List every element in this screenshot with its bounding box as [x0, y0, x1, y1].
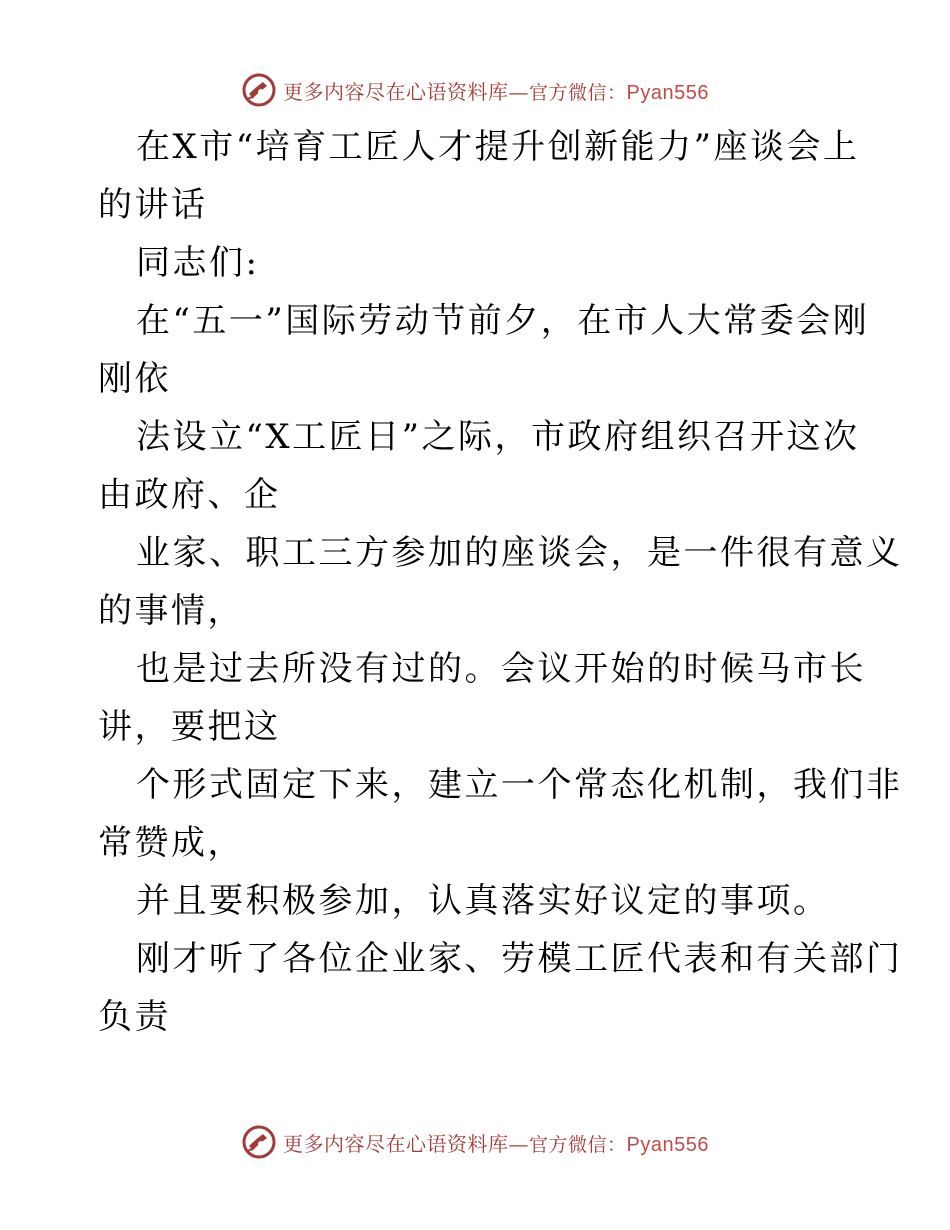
- watermark-text: [283, 76, 709, 105]
- text-line: 常赞成，: [98, 823, 244, 863]
- text-line: 业家、职工三方参加的座谈会，是一件很有意义: [136, 533, 903, 573]
- text-line: 同志们:: [136, 243, 260, 283]
- text-line: 由政府、企: [98, 475, 281, 515]
- wechat-label: 官方微信：: [529, 1133, 627, 1156]
- site-name: 更多内容尽在心语资料库: [283, 79, 509, 104]
- site-name: 更多内容尽在心语资料库: [283, 1131, 509, 1156]
- text-line: 也是过去所没有过的。会议开始的时候马市长: [136, 649, 866, 689]
- text-line: 讲，要把这: [98, 707, 281, 747]
- wechat-id: Pyan556: [626, 1133, 709, 1156]
- text-line: 在X市“培育工匠人才提升创新能力”座谈会上: [136, 127, 860, 167]
- pen-circle-logo-icon: [241, 1124, 277, 1160]
- text-line: 法设立“X工匠日”之际，市政府组织召开这次: [136, 417, 860, 457]
- watermark-text: [283, 1128, 709, 1157]
- separator-dash: —: [508, 1131, 529, 1156]
- text-line: 的事情，: [98, 591, 244, 631]
- text-line: 在“五一”国际劳动节前夕，在市人大常委会刚: [136, 301, 870, 341]
- wechat-id: Pyan556: [626, 81, 709, 104]
- header-watermark-banner: [0, 70, 950, 110]
- pen-circle-logo-icon: [241, 72, 277, 108]
- text-line: 并且要积极参加，认真落实好议定的事项。: [136, 881, 830, 921]
- text-line: 负责: [98, 997, 171, 1037]
- wechat-label: 官方微信：: [529, 81, 627, 104]
- text-line: 刚依: [98, 359, 171, 399]
- separator-dash: —: [508, 79, 529, 104]
- document-body: [98, 118, 903, 1046]
- text-line: 刚才听了各位企业家、劳模工匠代表和有关部门: [136, 939, 903, 979]
- text-line: 的讲话: [98, 185, 208, 225]
- text-line: 个形式固定下来，建立一个常态化机制，我们非: [136, 765, 903, 805]
- footer-watermark-banner: [0, 1122, 950, 1162]
